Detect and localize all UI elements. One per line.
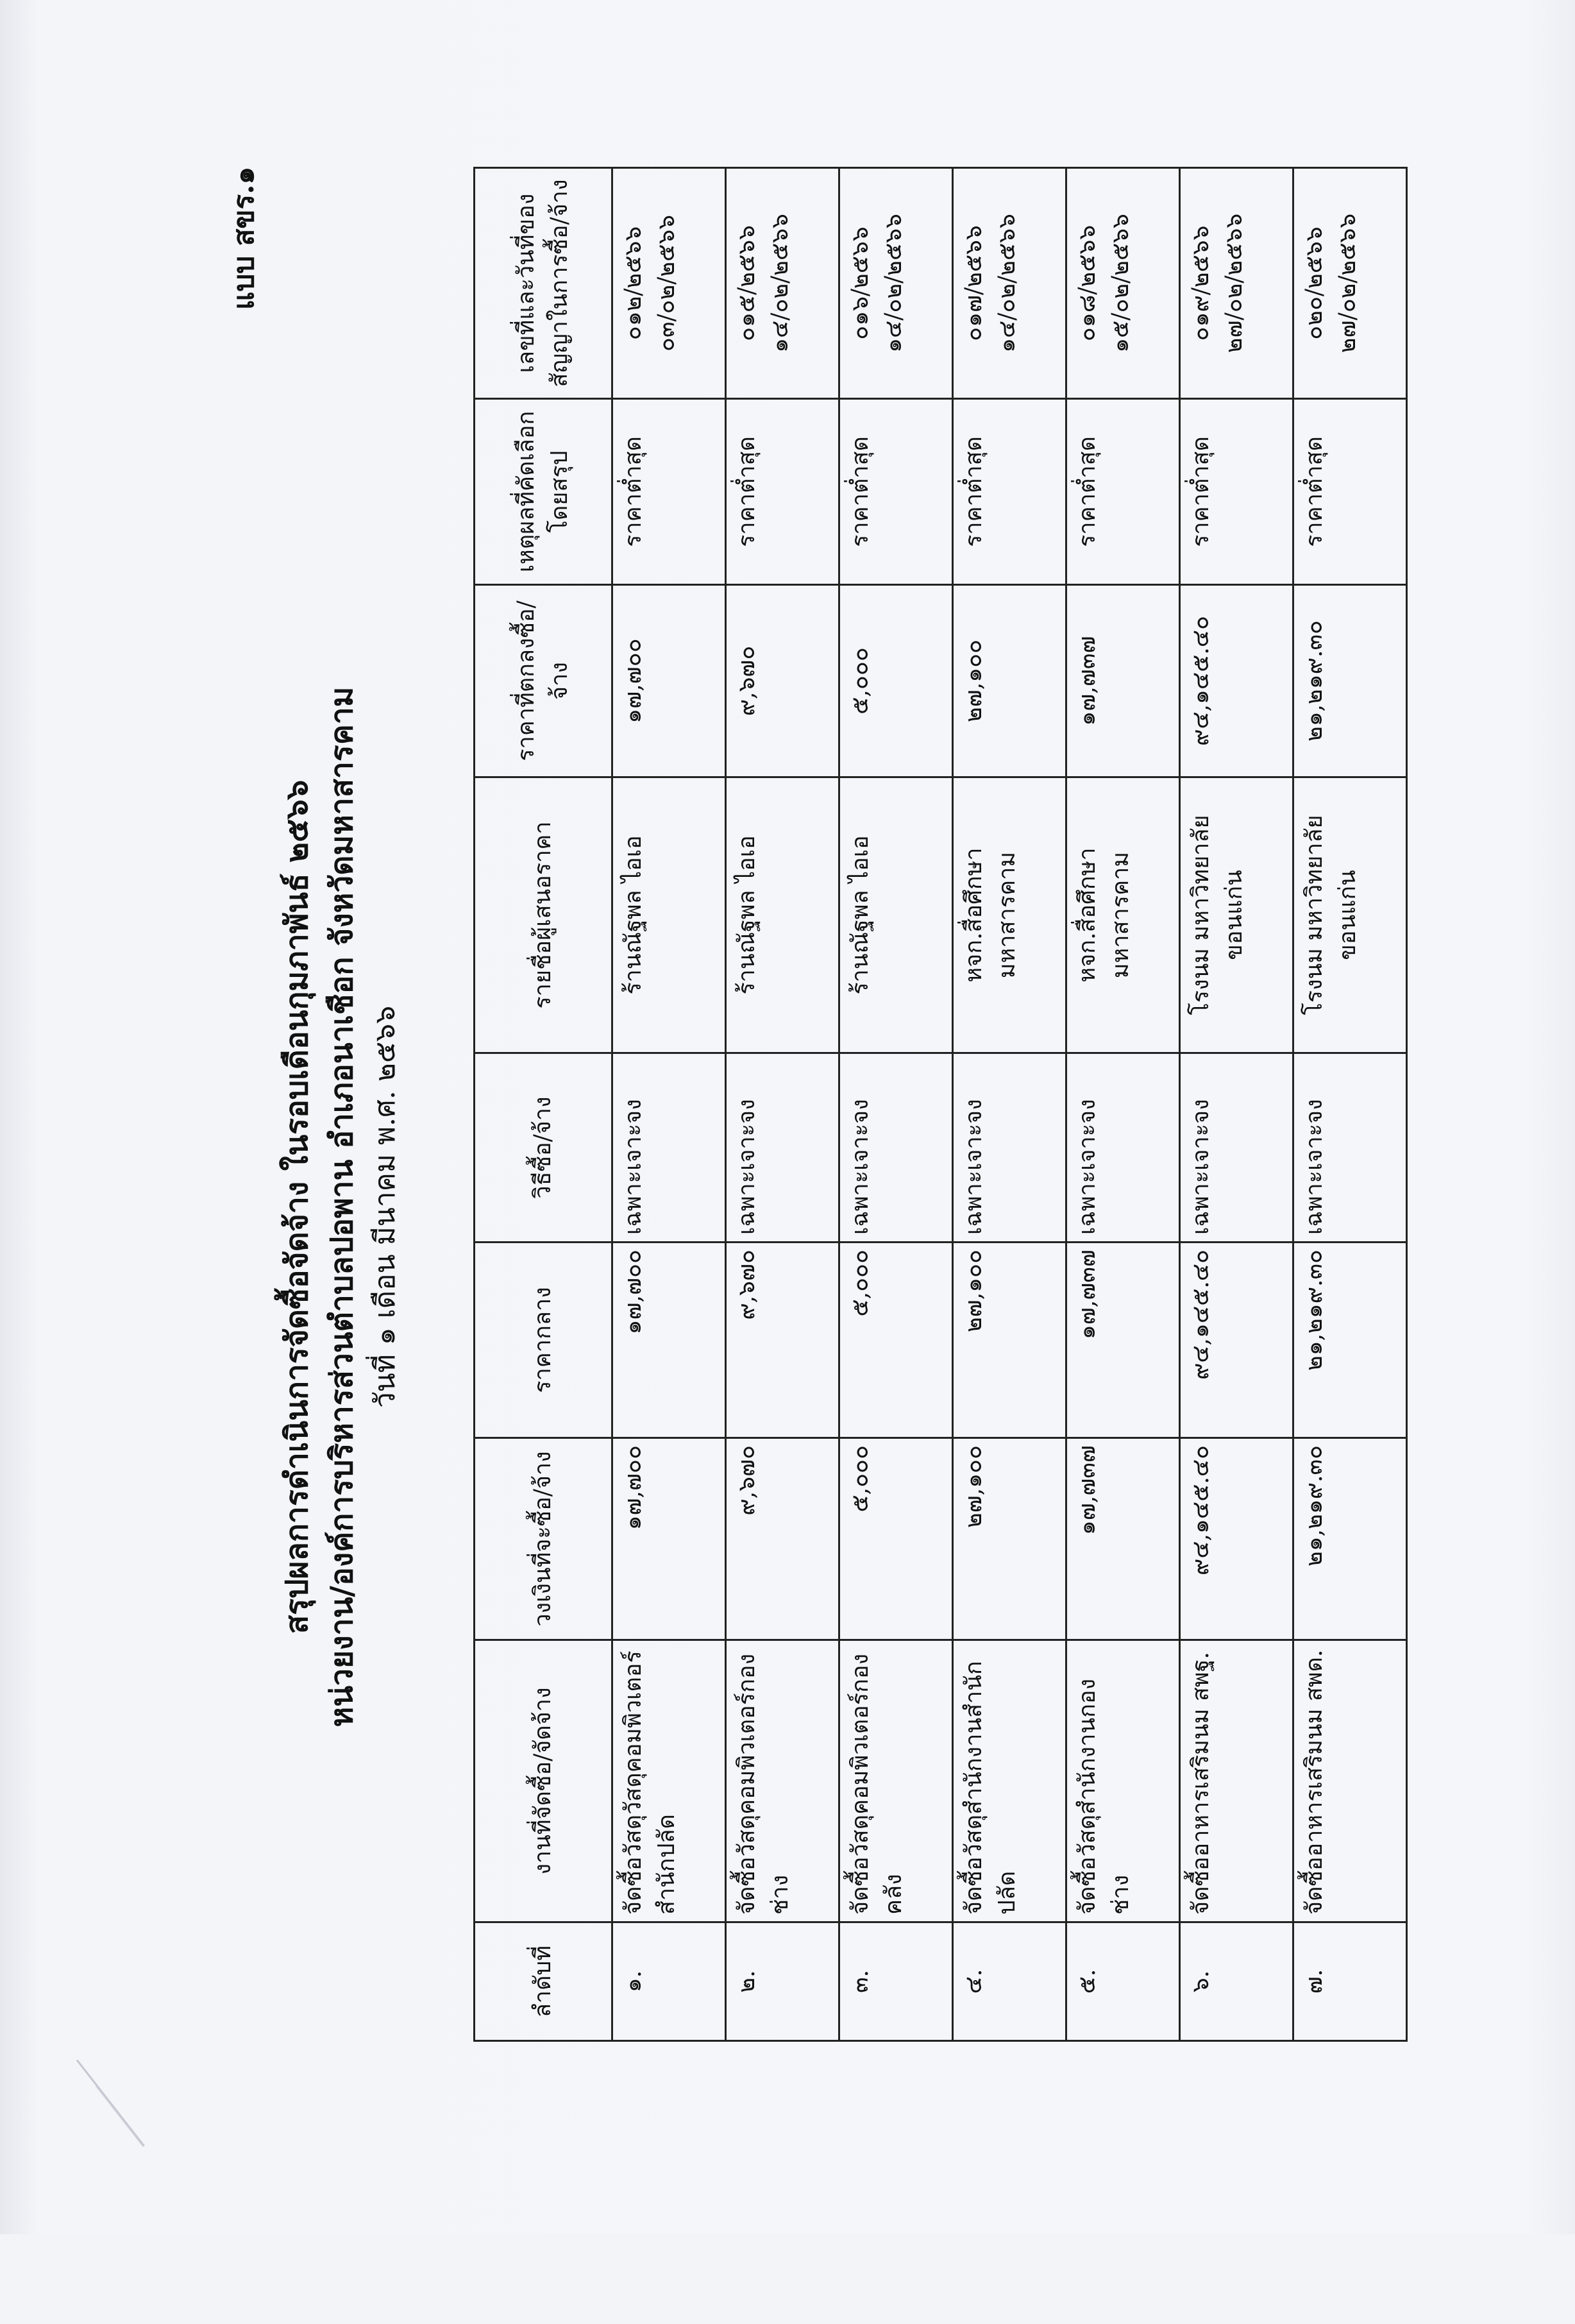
header-cell-item: งานที่จัดซื้อ/จัดจ้าง <box>475 1640 612 1922</box>
row-method: เฉพาะเจาะจง <box>1293 1053 1407 1243</box>
row-contract <box>1293 168 1407 399</box>
row-reason: ราคาต่ำสุด <box>953 399 1066 585</box>
row-reason: ราคาต่ำสุด <box>1180 399 1293 585</box>
row-budget: ๒๑,๒๑๙.๓๐ <box>1293 1438 1407 1640</box>
form-code: แบบ สขร.๑ <box>228 166 260 310</box>
row-agreed-price: ๙๔,๑๔๕.๔๐ <box>1180 585 1293 777</box>
row-contract-date: ๒๗/๐๒/๒๕๖๖ <box>1221 213 1248 353</box>
row-agreed-price: ๕,๐๐๐ <box>839 585 953 777</box>
header-cell-median-price: ราคากลาง <box>475 1243 612 1438</box>
row-agreed-price: ๙,๖๗๐ <box>726 585 839 777</box>
row-method: เฉพาะเจาะจง <box>1066 1053 1180 1243</box>
row-bidder: ร้านณัฐพล ไอเอ <box>612 777 726 1053</box>
row-agreed-price: ๒๗,๑๐๐ <box>953 585 1066 777</box>
row-contract <box>953 168 1066 399</box>
table-row <box>1066 168 1180 2041</box>
header-cell-agreed-price: ราคาที่ตกลงซื้อ/จ้าง <box>475 585 612 777</box>
header-cell-reason: เหตุผลที่คัดเลือกโดยสรุป <box>475 399 612 585</box>
row-contract-date: ๑๔/๐๒/๒๕๖๖ <box>880 214 907 353</box>
row-contract-no: ๐๑๒/๒๕๖๖ <box>620 226 646 341</box>
table-row <box>1293 168 1407 2041</box>
table-row <box>612 168 726 2041</box>
table-row <box>1180 168 1293 2041</box>
row-contract-no: ๐๑๗/๒๕๖๖ <box>961 225 987 341</box>
report-date: วันที่ ๑ เดือน มีนาคม พ.ศ. ๒๕๖๖ <box>369 1005 401 1409</box>
row-budget: ๒๗,๑๐๐ <box>953 1438 1066 1640</box>
row-no: ๔. <box>953 1922 1066 2041</box>
table-row <box>953 168 1066 2041</box>
table-row <box>839 168 953 2041</box>
row-bidder: โรงนม มหาวิทยาลัยขอนแก่น <box>1180 777 1293 1053</box>
row-item: จัดซื้อวัสดุวัสดุคอมพิวเตอร์สำนักปลัด <box>612 1640 726 1922</box>
row-bidder: หจก.สื่อศึกษามหาสารคาม <box>1066 777 1180 1053</box>
procurement-table <box>473 167 1408 2042</box>
row-method: เฉพาะเจาะจง <box>612 1053 726 1243</box>
row-median-price: ๒๑,๒๑๙.๓๐ <box>1293 1243 1407 1438</box>
header-cell-budget: วงเงินที่จะซื้อ/จ้าง <box>475 1438 612 1640</box>
table-header-row <box>475 168 612 2041</box>
row-contract-date: ๑๔/๐๒/๒๕๖๖ <box>767 214 794 353</box>
row-reason: ราคาต่ำสุด <box>1066 399 1180 585</box>
row-contract <box>1066 168 1180 399</box>
row-item: จัดซื้อวัสดุสำนักงานสำนักปลัด <box>953 1640 1066 1922</box>
row-bidder: ร้านณัฐพล ไอเอ <box>726 777 839 1053</box>
row-median-price: ๑๗,๗๐๐ <box>612 1243 726 1438</box>
row-median-price: ๑๗,๗๓๗ <box>1066 1243 1180 1438</box>
row-median-price: ๙๔,๑๔๕.๔๐ <box>1180 1243 1293 1438</box>
row-reason: ราคาต่ำสุด <box>1293 399 1407 585</box>
row-contract-date: ๒๗/๐๒/๒๕๖๖ <box>1335 213 1361 353</box>
row-item: จัดซื้ออาหารเสริมนม สพฐ. <box>1180 1640 1293 1922</box>
row-no: ๗. <box>1293 1922 1407 2041</box>
row-contract-no: ๐๑๙/๒๕๖๖ <box>1188 225 1214 341</box>
row-median-price: ๙,๖๗๐ <box>726 1243 839 1438</box>
row-agreed-price: ๑๗,๗๐๐ <box>612 585 726 777</box>
report-title: สรุปผลการดำเนินการจัดซื้อจัดจ้าง ในรอบเดือนกุมภาพันธ์ ๒๕๖๖ <box>279 779 315 1634</box>
row-contract-date: ๑๔/๐๒/๒๕๖๖ <box>994 214 1021 353</box>
row-contract <box>839 168 953 399</box>
row-contract-date: ๐๓/๐๒/๒๕๖๖ <box>653 214 680 352</box>
row-no: ๒. <box>726 1922 839 2041</box>
row-reason: ราคาต่ำสุด <box>839 399 953 585</box>
row-contract-no: ๐๑๖/๒๕๖๖ <box>847 226 873 340</box>
row-method: เฉพาะเจาะจง <box>726 1053 839 1243</box>
row-agreed-price: ๑๗,๗๓๗ <box>1066 585 1180 777</box>
header-cell-method: วิธีซื้อ/จ้าง <box>475 1053 612 1243</box>
row-bidder: หจก.สื่อศึกษามหาสารคาม <box>953 777 1066 1053</box>
row-bidder: โรงนม มหาวิทยาลัยขอนแก่น <box>1293 777 1407 1053</box>
table-row <box>726 168 839 2041</box>
row-reason: ราคาต่ำสุด <box>612 399 726 585</box>
row-budget: ๑๗,๗๓๗ <box>1066 1438 1180 1640</box>
row-no: ๕. <box>1066 1922 1180 2041</box>
row-median-price: ๕,๐๐๐ <box>839 1243 953 1438</box>
row-item: จัดซื้อวัสดุคอมพิวเตอร์กองช่าง <box>726 1640 839 1922</box>
row-budget: ๙๔,๑๔๕.๔๐ <box>1180 1438 1293 1640</box>
header-cell-no: ลำดับที่ <box>475 1922 612 2041</box>
row-contract <box>1180 168 1293 399</box>
row-budget: ๙,๖๗๐ <box>726 1438 839 1640</box>
row-method: เฉพาะเจาะจง <box>839 1053 953 1243</box>
row-no: ๑. <box>612 1922 726 2041</box>
row-contract-date: ๑๕/๐๒/๒๕๖๖ <box>1108 214 1134 353</box>
row-no: ๓. <box>839 1922 953 2041</box>
row-reason: ราคาต่ำสุด <box>726 399 839 585</box>
row-contract <box>612 168 726 399</box>
row-budget: ๕,๐๐๐ <box>839 1438 953 1640</box>
row-contract-no: ๐๑๕/๒๕๖๖ <box>734 225 760 341</box>
header-cell-contract: เลขที่และวันที่ของสัญญาในการซื้อ/จ้าง <box>475 168 612 399</box>
row-item: จัดซื้ออาหารเสริมนม สพด. <box>1293 1640 1407 1922</box>
agency-line: หน่วยงาน/องค์การบริหารส่วนตำบลปอพาน อำเภอนาเชือก จังหวัดมหาสารคาม <box>324 686 360 1727</box>
row-median-price: ๒๗,๑๐๐ <box>953 1243 1066 1438</box>
row-agreed-price: ๒๑,๒๑๙.๓๐ <box>1293 585 1407 777</box>
header-cell-bidder: รายชื่อผู้เสนอราคา <box>475 777 612 1053</box>
row-item: จัดซื้อวัสดุคอมพิวเตอร์กองคลัง <box>839 1640 953 1922</box>
row-item: จัดซื้อวัสดุสำนักงานกองช่าง <box>1066 1640 1180 1922</box>
row-contract-no: ๐๒๐/๒๕๖๖ <box>1301 226 1327 340</box>
row-no: ๖. <box>1180 1922 1293 2041</box>
row-method: เฉพาะเจาะจง <box>1180 1053 1293 1243</box>
row-bidder: ร้านณัฐพล ไอเอ <box>839 777 953 1053</box>
row-budget: ๑๗,๗๐๐ <box>612 1438 726 1640</box>
row-contract <box>726 168 839 399</box>
row-method: เฉพาะเจาะจง <box>953 1053 1066 1243</box>
row-contract-no: ๐๑๘/๒๕๖๖ <box>1074 225 1100 342</box>
